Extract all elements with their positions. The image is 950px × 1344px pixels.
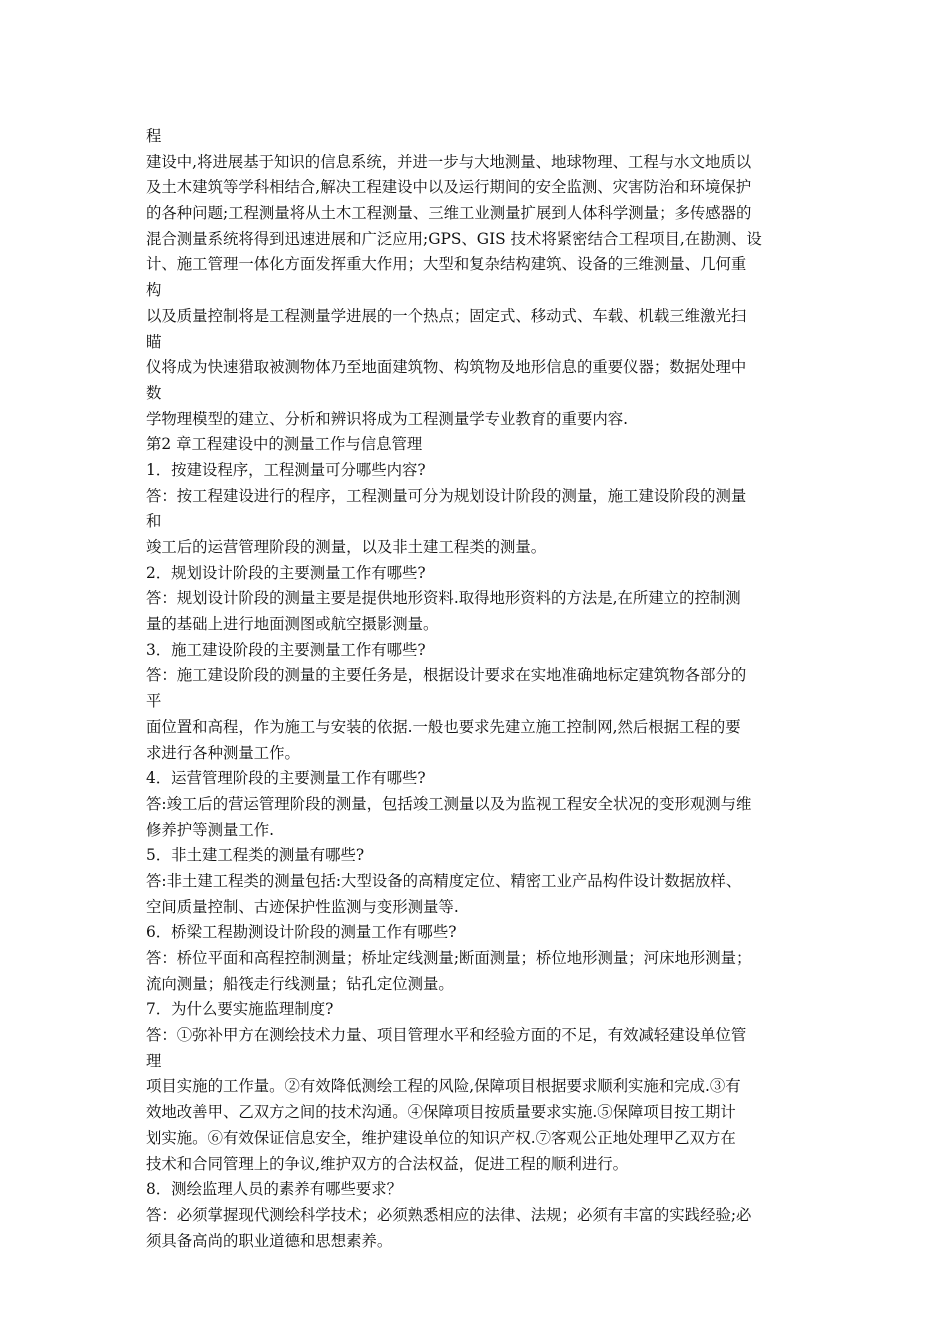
- document-page: [146, 124, 826, 1254]
- question-line: 7．为什么要实施监理制度?: [146, 1000, 334, 1019]
- answer-line: 技术和合同管理上的争议,维护双方的合法权益，促进工程的顺利进行。: [146, 1154, 629, 1173]
- text-line: 及土木建筑等学科相结合,解决工程建设中以及运行期间的安全监测、灾害防治和环境保护: [146, 178, 752, 197]
- answer-line: 修养护等测量工作.: [146, 820, 275, 839]
- answer-line: 须具备高尚的职业道德和思想素养。: [146, 1231, 393, 1250]
- answer-line: 和: [146, 512, 162, 531]
- answer-line: 求进行各种测量工作。: [146, 743, 300, 762]
- text-line: 瞄: [146, 332, 162, 351]
- text-line: 建设中,将进展基于知识的信息系统，并进一步与大地测量、地球物理、工程与水文地质以: [146, 152, 752, 171]
- answer-line: 平: [146, 692, 162, 711]
- answer-line: 答：规划设计阶段的测量主要是提供地形资料.取得地形资料的方法是,在所建立的控制测: [146, 589, 741, 608]
- answer-line: 答：必须掌握现代测绘科学技术；必须熟悉相应的法律、法规；必须有丰富的实践经验;必: [146, 1205, 752, 1224]
- question-line: 6．桥梁工程勘测设计阶段的测量工作有哪些?: [146, 923, 457, 942]
- answer-line: 流向测量；船筏走行线测量；钻孔定位测量。: [146, 974, 454, 993]
- text-line: 以及质量控制将是工程测量学进展的一个热点；固定式、移动式、车载、机载三维激光扫: [146, 306, 747, 325]
- answer-line: 效地改善甲、乙双方之间的技术沟通。④保障项目按质量要求实施.⑤保障项目按工期计: [146, 1103, 736, 1122]
- text-line: 的各种问题;工程测量将从土木工程测量、三维工业测量扩展到人体科学测量；多传感器的: [146, 204, 752, 223]
- answer-line: 项目实施的工作量。②有效降低测绘工程的风险,保障项目根据要求顺利实施和完成.③有: [146, 1077, 741, 1096]
- answer-line: 量的基础上进行地面测图或航空摄影测量。: [146, 615, 439, 634]
- text-line: 学物理模型的建立、分析和辨识将成为工程测量学专业教育的重要内容.: [146, 409, 629, 428]
- chapter-heading: 第2 章工程建设中的测量工作与信息管理: [146, 435, 423, 454]
- question-line: 3．施工建设阶段的主要测量工作有哪些?: [146, 640, 426, 659]
- answer-line: 答:竣工后的营运管理阶段的测量，包括竣工测量以及为监视工程安全状况的变形观测与维: [146, 794, 752, 813]
- answer-line: 空间质量控制、古迹保护性监测与变形测量等.: [146, 897, 459, 916]
- answer-line: 答：施工建设阶段的测量的主要任务是，根据设计要求在实地准确地标定建筑物各部分的: [146, 666, 747, 685]
- text-line: 构: [146, 281, 162, 300]
- question-line: 2．规划设计阶段的主要测量工作有哪些?: [146, 563, 426, 582]
- answer-line: 竣工后的运营管理阶段的测量，以及非土建工程类的测量。: [146, 538, 547, 556]
- answer-line: 理: [146, 1051, 162, 1070]
- question-line: 1．按建设程序，工程测量可分哪些内容?: [146, 460, 426, 479]
- question-line: 4．运营管理阶段的主要测量工作有哪些?: [146, 769, 426, 788]
- answer-line: 答：①弥补甲方在测绘技术力量、项目管理水平和经验方面的不足，有效减轻建设单位管: [146, 1026, 747, 1045]
- answer-line: 划实施。⑥有效保证信息安全，维护建设单位的知识产权.⑦客观公正地处理甲乙双方在: [146, 1128, 736, 1147]
- answer-line: 答:非土建工程类的测量包括:大型设备的高精度定位、精密工业产品构件设计数据放样、: [146, 871, 742, 890]
- answer-line: 面位置和高程，作为施工与安装的依据.一般也要求先建立施工控制网,然后根据工程的要: [146, 717, 741, 736]
- text-line: 混合测量系统将得到迅速进展和广泛应用;GPS、GIS 技术将紧密结合工程项目,在勘测、设: [146, 229, 762, 248]
- text-line: 计、施工管理一体化方面发挥重大作用；大型和复杂结构建筑、设备的三维测量、几何重: [146, 255, 747, 274]
- text-line: 数: [146, 383, 162, 402]
- text-line: 仪将成为快速猎取被测物体乃至地面建筑物、构筑物及地形信息的重要仪器；数据处理中: [146, 358, 747, 377]
- question-line: 5．非土建工程类的测量有哪些?: [146, 846, 365, 865]
- text-line: 程: [146, 127, 162, 145]
- answer-line: 答：按工程建设进行的程序，工程测量可分为规划设计阶段的测量，施工建设阶段的测量: [146, 486, 747, 505]
- answer-line: 答：桥位平面和高程控制测量；桥址定线测量;断面测量；桥位地形测量；河床地形测量；: [146, 949, 752, 967]
- question-line: 8．测绘监理人员的素养有哪些要求？: [146, 1180, 403, 1199]
